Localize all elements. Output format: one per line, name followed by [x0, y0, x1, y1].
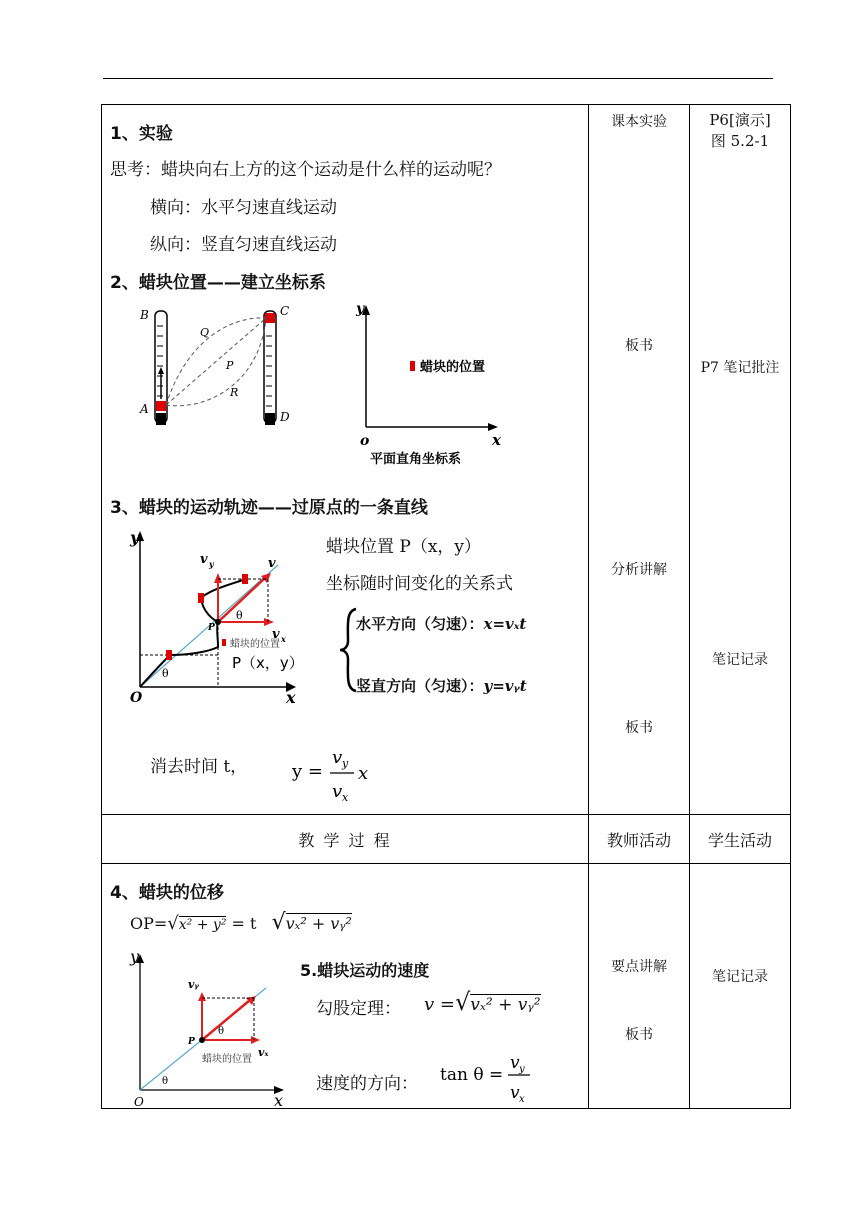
- svg-text:v: v: [332, 747, 343, 768]
- position-text: 蜡块位置 P（x，y）: [326, 537, 482, 557]
- vel-x: x: [274, 1091, 284, 1108]
- direction-text: 速度的方向：: [316, 1074, 418, 1094]
- v-eq: v =: [424, 994, 455, 1015]
- wax-position-marker: [410, 361, 415, 371]
- teacher-cell-2: [589, 864, 690, 1109]
- fig-axis-x: x: [286, 688, 296, 707]
- svg-text:vₓ: vₓ: [258, 1046, 269, 1059]
- fig-p-label: P: [208, 623, 215, 633]
- fig-v-label: v: [268, 556, 276, 571]
- label-r: R: [230, 386, 239, 399]
- col3-r4: 笔记记录: [712, 969, 768, 985]
- fig-axis-y: y: [130, 528, 140, 547]
- trajectory-figure: [128, 527, 318, 707]
- point-p: [215, 619, 221, 625]
- label-b: B: [140, 308, 149, 322]
- col2-r3: 分析讲解: [611, 562, 667, 578]
- position-label: 蜡块的位置: [420, 360, 486, 375]
- col2-r1: 课本实验: [611, 114, 667, 130]
- section4-heading: 4、蜡块的位移: [110, 883, 224, 903]
- coord-caption: 平面直角坐标系: [370, 452, 462, 467]
- fig-vx-label: v: [272, 627, 280, 642]
- vel-wax-label: 蜡块的位置: [202, 1054, 252, 1065]
- origin-label: o: [360, 433, 370, 449]
- relation-text: 坐标随时间变化的关系式: [326, 574, 513, 594]
- header-teacher: 教师活动: [589, 815, 690, 864]
- teacher-cell-1: [589, 105, 690, 815]
- section1-heading: 1、实验: [110, 124, 173, 144]
- wax-block-start: [156, 401, 166, 411]
- content-cell-2: [102, 864, 589, 1109]
- student-cell-1: [690, 105, 791, 815]
- v-formula: v =√vₓ² + vᵧ²: [424, 988, 541, 1016]
- eq-vertical-label: 竖直方向（匀速）：: [356, 677, 484, 695]
- top-rule: [103, 78, 773, 79]
- op-formula: OP=√x² + y² = t √vₓ² + vᵧ²: [130, 910, 352, 935]
- svg-text:v: v: [332, 781, 343, 802]
- section5-heading: 5.蜡块运动的速度: [300, 961, 430, 980]
- col2-r6: 板书: [625, 1027, 653, 1043]
- svg-text:v: v: [510, 1053, 520, 1073]
- axis-x-label: x: [492, 431, 501, 449]
- col3-r2: P7 笔记批注: [700, 360, 780, 376]
- table-row: [102, 864, 791, 1109]
- col3-r1b: 图 5.2-1: [710, 132, 770, 150]
- table-header-row: [102, 815, 791, 864]
- fig-theta-2: θ: [162, 667, 169, 680]
- fig-vy-sub: y: [209, 559, 214, 569]
- velocity-figure: [126, 948, 306, 1108]
- y-formula: [288, 739, 388, 809]
- vertical-text: 纵向：竖直匀速直线运动: [150, 235, 337, 255]
- table-row: [102, 105, 791, 815]
- content-cell-1: [102, 105, 589, 815]
- fig-theta-1: θ: [236, 609, 243, 622]
- vel-origin: O: [134, 1095, 144, 1108]
- col3-r1a: P6[演示]: [709, 111, 771, 129]
- fig-wax-label: 蜡块的位置: [230, 639, 280, 650]
- student-cell-2: [690, 864, 791, 1109]
- eq-horizontal-formula: x=vₓt: [483, 615, 527, 633]
- pythag-text: 勾股定理：: [316, 999, 401, 1019]
- line-p: [166, 318, 266, 405]
- wax-block-end: [265, 313, 275, 323]
- op-prefix: OP=: [130, 914, 168, 933]
- section3-heading: 3、蜡块的运动轨迹——过原点的一条直线: [110, 498, 428, 518]
- formula-y-lhs: y =: [292, 761, 323, 782]
- vel-theta-2: θ: [162, 1076, 169, 1087]
- axis-y-label: y: [356, 301, 365, 317]
- coordinate-figure: [352, 299, 512, 469]
- op-eq: = t: [231, 914, 257, 933]
- lesson-table: [101, 104, 791, 1109]
- svg-text:v: v: [510, 1083, 520, 1103]
- eq-horizontal-label: 水平方向（匀速）：: [356, 615, 484, 633]
- eq-vertical-formula: y=vᵧt: [483, 677, 527, 695]
- svg-text:vᵧ: vᵧ: [188, 978, 199, 991]
- fig-origin-label: O: [130, 690, 143, 706]
- label-p: P: [226, 359, 234, 372]
- svg-text:y: y: [519, 1064, 525, 1075]
- col2-r2: 板书: [625, 338, 653, 354]
- header-process: 教 学 过 程: [102, 815, 589, 864]
- svg-text:x: x: [342, 791, 349, 804]
- label-a: A: [140, 402, 149, 416]
- vel-theta-1: θ: [218, 1026, 225, 1037]
- svg-text:x: x: [519, 1094, 525, 1105]
- fig-point-label: P（x，y）: [232, 654, 304, 672]
- question-text: 思考：蜡块向右上方的这个运动是什么样的运动呢？: [110, 160, 501, 180]
- section2-heading: 2、蜡块位置——建立坐标系: [110, 273, 326, 293]
- formula-x: x: [358, 763, 369, 784]
- col3-r3: 笔记记录: [712, 652, 768, 668]
- header-student: 学生活动: [690, 815, 791, 864]
- fig-vy-label: v: [200, 552, 208, 567]
- horizontal-text: 横向：水平匀速直线运动: [150, 198, 337, 218]
- eliminate-text: 消去时间 t，: [150, 757, 248, 777]
- label-d: D: [280, 410, 290, 424]
- tube-experiment-figure: [130, 301, 310, 441]
- col2-r4: 板书: [625, 720, 653, 736]
- label-c: C: [280, 304, 290, 318]
- fig-vx-sub: x: [281, 634, 286, 644]
- tan-lhs: tan θ =: [440, 1065, 504, 1085]
- tan-formula: [438, 1044, 538, 1108]
- col2-r5: 要点讲解: [611, 959, 667, 975]
- label-q: Q: [200, 326, 210, 339]
- svg-text:y: y: [342, 757, 349, 770]
- op-sqrt: x² + y²: [178, 917, 227, 933]
- vel-y: y: [130, 948, 140, 966]
- vel-p: P: [188, 1037, 195, 1047]
- op-vsqrt: vₓ² + vᵧ²: [285, 914, 352, 933]
